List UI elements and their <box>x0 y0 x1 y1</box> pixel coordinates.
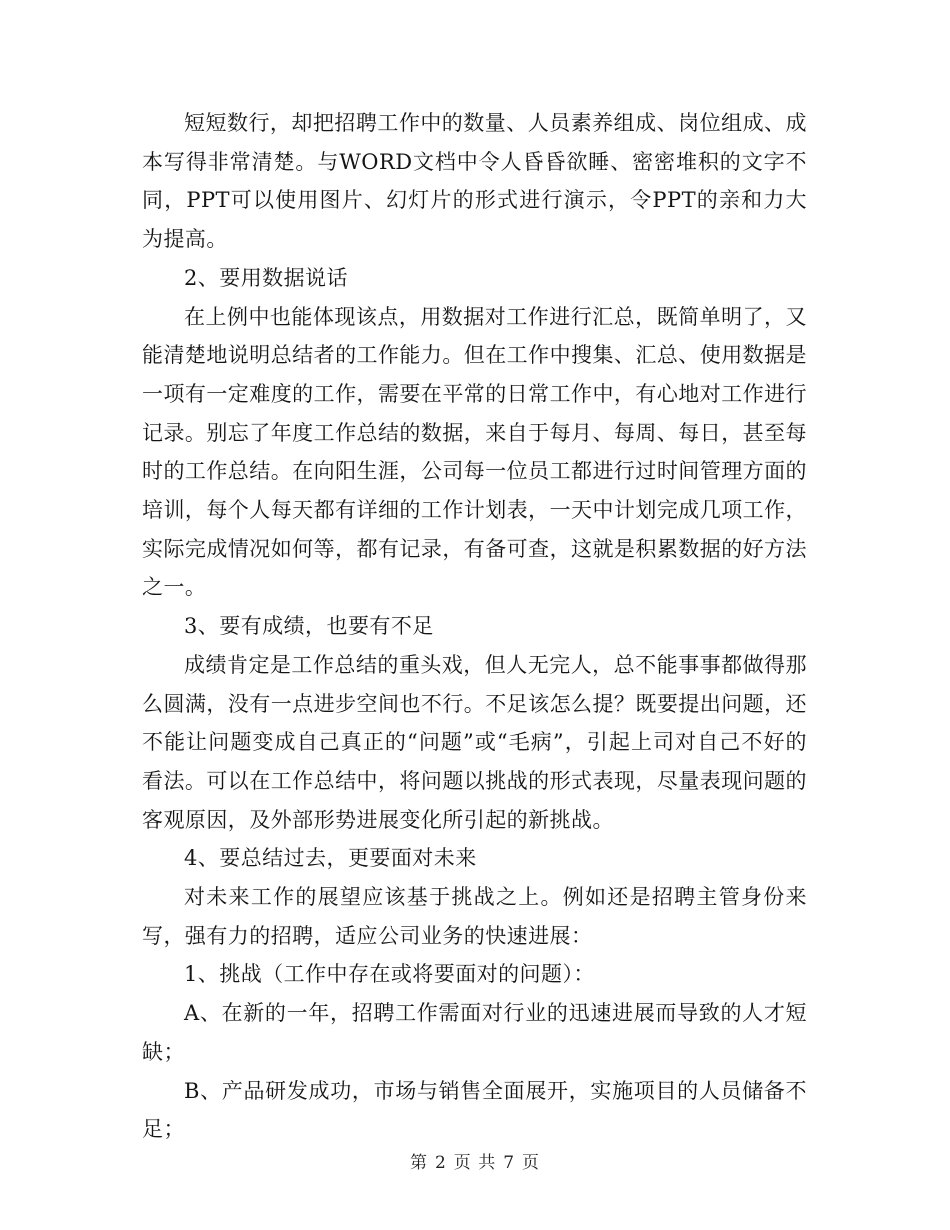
paragraph-future-outlook: 对未来工作的展望应该基于挑战之上。例如还是招聘主管身份来写，强有力的招聘，适应公司业务的快速进展： <box>142 885 807 948</box>
paragraph-summary-ppt: 短短数行，却把招聘工作中的数量、人员素养组成、岗位组成、成本写得非常清楚。与WORD文档中令人昏昏欲睡、密密堆积的文字不同，PPT可以使用图片、幻灯片的形式进行演示，令PPT的亲和力大为提高。 <box>142 111 807 252</box>
page-footer <box>0 1148 950 1173</box>
footer-suffix: 页 <box>522 1153 541 1173</box>
paragraph-achievements-shortcomings: 成绩肯定是工作总结的重头戏，但人无完人，总不能事事都做得那么圆满，没有一点进步空间也不行。不足该怎么提？既要提出问题，还不能让问题变成自己真正的“问题”或“毛病”，引起上司对自己不好的看法。可以在工作总结中，将问题以挑战的形式表现，尽量表现问题的客观原因，及外部形势进展变化所引起的新挑战。 <box>142 652 807 832</box>
heading-past-and-future: 4、要总结过去，更要面对未来 <box>184 846 477 871</box>
list-heading-challenges: 1、挑战（工作中存在或将要面对的问题）： <box>184 962 595 987</box>
footer-page-number: 2 <box>434 1153 447 1173</box>
list-item-challenge-b: B、产品研发成功，市场与销售全面展开，实施项目的人员储备不足； <box>142 1078 807 1142</box>
paragraph-use-data: 在上例中也能体现该点，用数据对工作进行汇总，既简单明了，又能清楚地说明总结者的工作能力。但在工作中搜集、汇总、使用数据是一项有一定难度的工作，需要在平常的日常工作中，有心地对工作进行记录。别忘了年度工作总结的数据，来自于每月、每周、每日，甚至每时的工作总结。在向阳生涯，公司每一位员工都进行过时间管理方面的培训，每个人每天都有详细的工作计划表，一天中计划完成几项工作，实际完成情况如何等，都有记录，有备可查，这就是积累数据的好方法之一。 <box>142 304 807 600</box>
list-item-challenge-a: A、在新的一年，招聘工作需面对行业的迅速进展而导致的人才短缺； <box>142 1001 807 1064</box>
footer-total-pages: 7 <box>503 1153 516 1173</box>
footer-middle: 页 共 <box>453 1153 497 1173</box>
document-body <box>142 104 807 1149</box>
footer-prefix: 第 <box>409 1153 428 1173</box>
heading-use-data: 2、要用数据说话 <box>184 265 348 290</box>
heading-achievements-shortcomings: 3、要有成绩，也要有不足 <box>184 614 434 639</box>
